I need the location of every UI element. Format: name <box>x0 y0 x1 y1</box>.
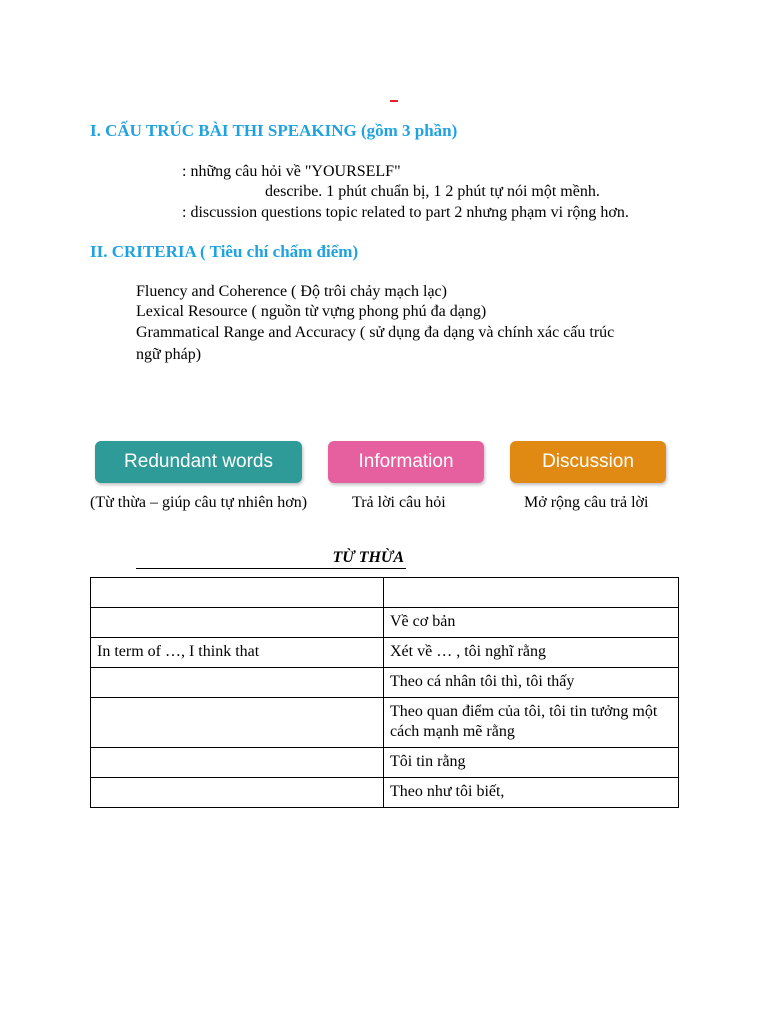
table-row <box>91 578 679 608</box>
criteria-grammar: Grammatical Range and Accuracy ( sử dụng đa dạng và chính xác cấu trúc <box>136 324 615 341</box>
section1-heading: I. CẤU TRÚC BÀI THI SPEAKING (gồm 3 phần) <box>90 121 458 140</box>
criteria-grammar-cont: ngữ pháp) <box>136 346 202 363</box>
table-cell-left: In term of …, I think that <box>91 638 384 668</box>
table-cell-right: Theo quan điểm của tôi, tôi tin tưởng một cách mạnh mẽ rằng <box>384 698 679 748</box>
discussion-label: Discussion <box>542 451 634 472</box>
discussion-pill <box>510 441 666 483</box>
discussion-caption: Mở rộng câu trả lời <box>524 494 649 511</box>
redundant-words-caption: (Từ thừa – giúp câu tự nhiên hơn) <box>90 494 308 511</box>
table-cell-left <box>91 778 384 808</box>
table-row <box>91 608 679 638</box>
table-cell-right: Theo như tôi biết, <box>384 778 679 808</box>
red-dash-mark <box>390 100 398 102</box>
information-label: Information <box>358 451 454 472</box>
table-row <box>91 748 679 778</box>
table-cell-right <box>384 578 679 608</box>
table-cell-left <box>91 748 384 778</box>
criteria-lexical: Lexical Resource ( nguồn từ vựng phong phú đa dạng) <box>136 303 487 320</box>
redundant-words-table <box>90 577 679 808</box>
section1-line-part1: : những câu hỏi về "YOURSELF" <box>182 163 401 180</box>
information-caption: Trả lời câu hỏi <box>352 494 446 511</box>
table-cell-right: Xét về … , tôi nghĩ rằng <box>384 638 679 668</box>
table-row <box>91 698 679 748</box>
table-cell-left <box>91 608 384 638</box>
table-cell-right: Tôi tin rằng <box>384 748 679 778</box>
information-pill <box>328 441 484 483</box>
section2-heading: II. CRITERIA ( Tiêu chí chấm điểm) <box>90 242 359 261</box>
table-cell-right: Về cơ bản <box>384 608 679 638</box>
table-cell-right: Theo cá nhân tôi thì, tôi thấy <box>384 668 679 698</box>
table-cell-left <box>91 668 384 698</box>
redundant-words-pill <box>95 441 302 483</box>
redundant-words-label: Redundant words <box>124 451 273 472</box>
table-title: TỪ THỪA <box>136 549 406 569</box>
criteria-fluency: Fluency and Coherence ( Độ trôi chảy mạch lạc) <box>136 283 447 300</box>
table-row <box>91 638 679 668</box>
section1-line-part2: describe. 1 phút chuẩn bị, 1 2 phút tự nói một mềnh. <box>265 183 600 200</box>
table-cell-left <box>91 698 384 748</box>
table-row <box>91 668 679 698</box>
table-cell-left <box>91 578 384 608</box>
section1-line-part3: : discussion questions topic related to part 2 nhưng phạm vi rộng hơn. <box>182 204 629 221</box>
table-row <box>91 778 679 808</box>
